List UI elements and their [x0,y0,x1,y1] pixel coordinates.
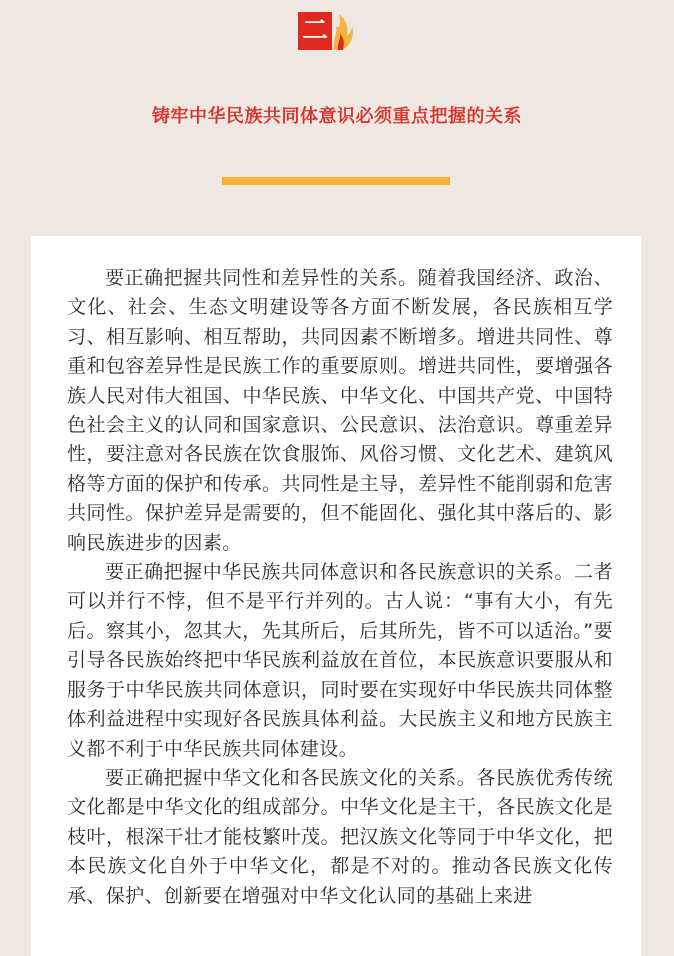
paragraph-chinese-culture: 要正确把握中华文化和各民族文化的关系。各民族优秀传统文化都是中华文化的组成部分。中华文化是主干，各民族文化是枝叶，根深干壮才能枝繁叶茂。把汉族文化等同于中华文化，把本民族文化自外于中华文化，都是不对的。推动各民族文化传承、保护、创新要在增强对中华文化认同的基础上来进 [67,766,613,907]
paragraph-commonality-diversity: 要正确把握共同性和差异性的关系。随着我国经济、政治、文化、社会、生态文明建设等各方面不断发展，各民族相互学习、相互影响、相互帮助，共同因素不断增多。增进共同性、尊重和包容差异性是民族工作的重要原则。增进共同性，要增强各族人民对伟大祖国、中华民族、中华文化、中国共产党、中国特色社会主义的认同和国家意识、公民意识、法治意识。尊重差异性，要注意对各民族在饮食服饰、风俗习惯、文化艺术、建筑风格等方面的保护和传承。共同性是主导，差异性不能削弱和危害共同性。保护差异是需要的，但不能固化、强化其中落后的、影响民族进步的因素。 [67,267,613,554]
title-underline-bar [222,177,450,185]
section-emblem [298,10,356,52]
paragraph-community-consciousness: 要正确把握中华民族共同体意识和各民族意识的关系。二者可以并行不悖，但不是平行并列的。古人说：“事有大小，有先后。察其小，忽其大，先其所后，后其所先，皆不可以适治。”要引导各民族始终把中华民族利益放在首位，本民族意识要服从和服务于中华民族共同体意识，同时要在实现好中华民族共同体整体利益进程中实现好各民族具体利益。大民族主义和地方民族主义都不利于中华民族共同体建设。 [67,561,613,760]
page-title: 铸牢中华民族共同体意识必须重点把握的关系 [152,106,522,127]
article-body [31,236,641,956]
section-number: 二 [301,16,328,46]
flame-icon [328,10,354,52]
